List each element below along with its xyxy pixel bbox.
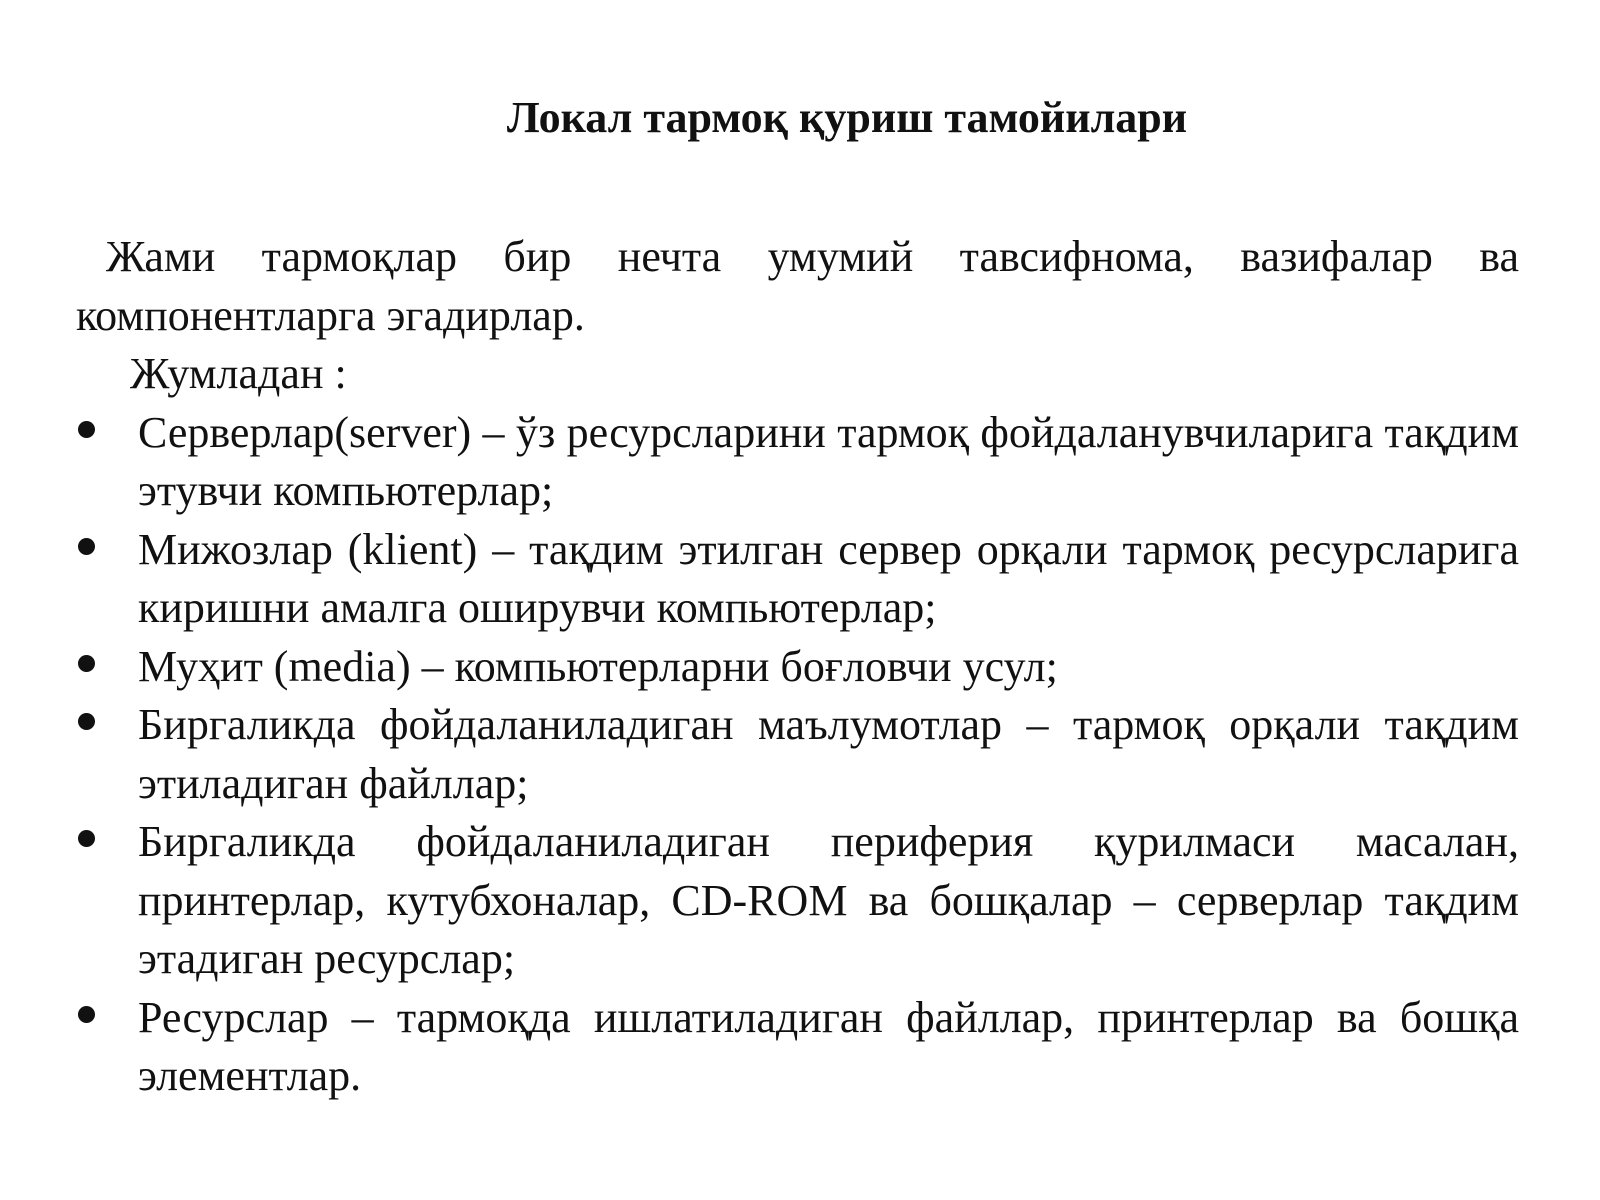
bullet-text: Биргаликда фойдаланиладиган маълумотлар – тармоқ орқали тақдим этиладиган файллар; [138,700,1519,808]
bullet-text: Биргаликда фойдаланиладиган периферия қурилмаси масалан, принтерлар, кутубхоналар, CD-ROM ва бошқалар – серверлар тақдим этадиган ресурслар; [138,817,1519,983]
bullet-dot-icon [78,713,95,730]
bullet-item-media [76,638,1519,697]
slide-content [76,228,1519,1106]
bullet-item-resources [76,989,1519,1106]
bullet-item-servers [76,404,1519,521]
bullet-text: Мижозлар (klient) – тақдим этилган сервер орқали тармоқ ресурсларига киришни амалга оширувчи компьютерлар; [138,524,1519,632]
bullet-list [76,404,1519,1106]
bullet-text: Серверлар(server) – ўз ресурсларини тармоқ фойдаланувчиларига тақдим этувчи компьютерлар; [138,407,1519,515]
bullet-dot-icon [78,830,95,847]
bullet-dot-icon [78,1006,95,1023]
slide-title: Локал тармоқ қуриш тамойилари [506,93,1188,142]
lead-text: Жумладан : [130,349,347,398]
bullet-item-shared-peripherals [76,813,1519,989]
bullet-item-clients [76,521,1519,638]
intro-paragraph: Жами тармоқлар бир нечта умумий тавсифнома, вазифалар ва компонентларга эгадирлар. [76,232,1519,340]
bullet-dot-icon [78,538,95,555]
bullet-item-shared-data [76,696,1519,813]
bullet-text: Муҳит (media) – компьютерларни боғловчи усул; [138,641,1058,691]
bullet-dot-icon [78,655,95,672]
bullet-text: Ресурслар – тармоқда ишлатиладиган файллар, принтерлар ва бошқа элементлар. [138,992,1519,1100]
bullet-dot-icon [78,421,95,438]
